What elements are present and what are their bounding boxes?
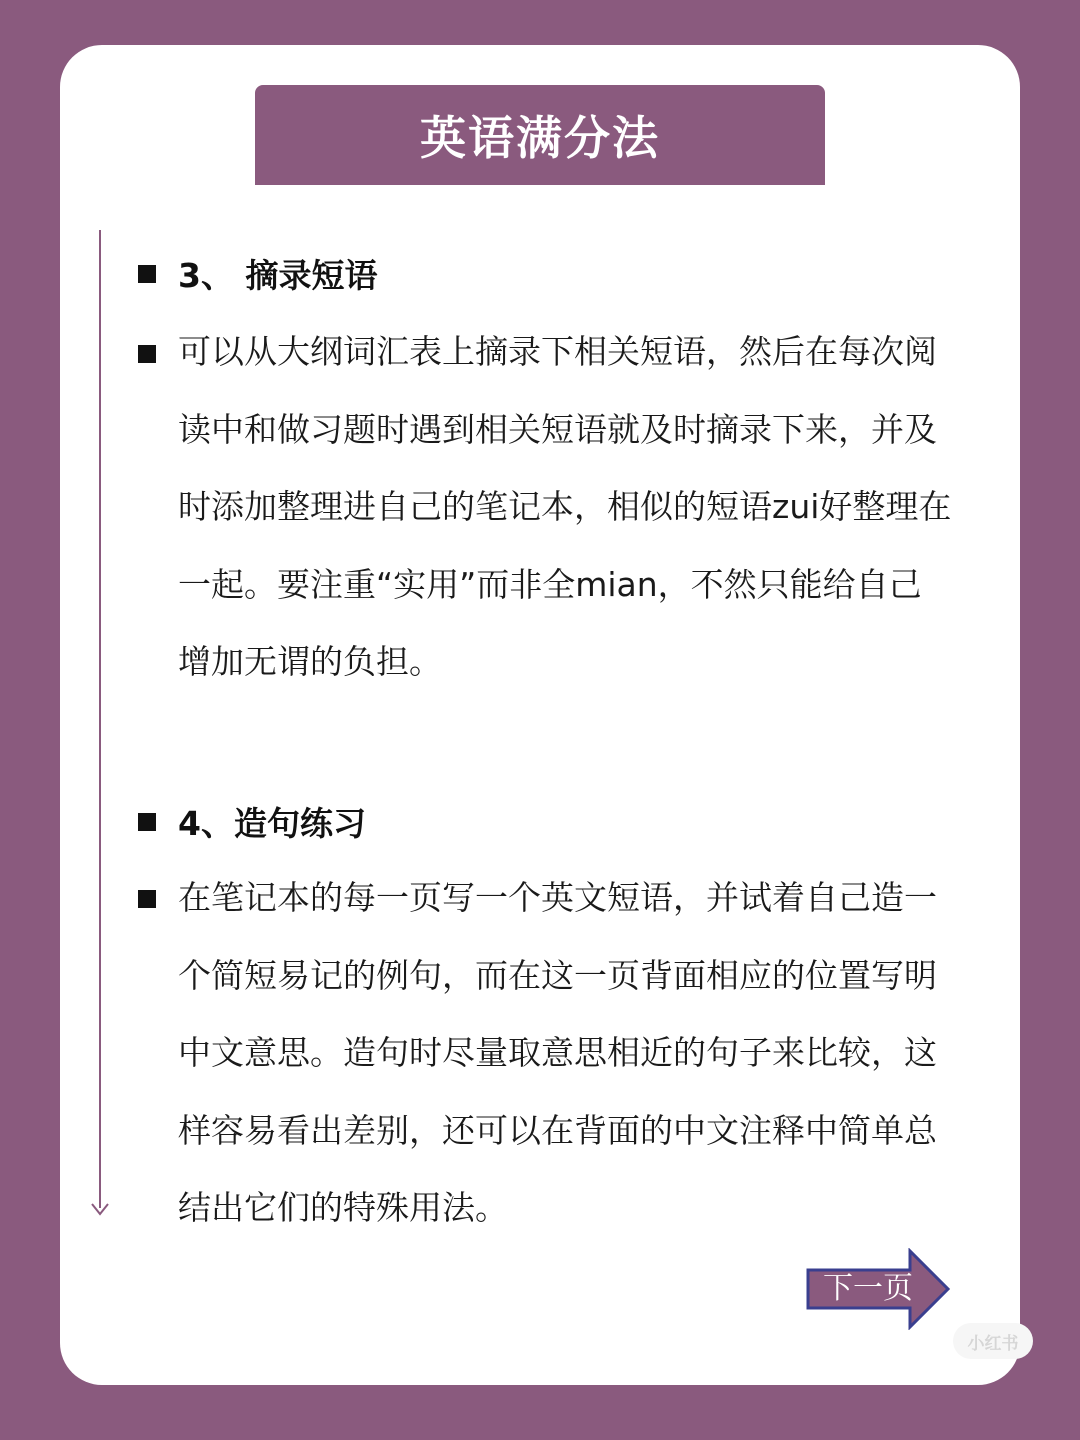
next-page-label: 下一页 xyxy=(823,1271,913,1306)
paragraph-line: 时添加整理进自己的笔记本，相似的短语zui好整理在 xyxy=(178,487,952,526)
arrow-down-icon xyxy=(89,1200,111,1220)
section-heading: 3、 摘录短语 xyxy=(178,256,378,295)
title-banner xyxy=(255,85,825,185)
paragraph-line: 样容易看出差别，还可以在背面的中文注释中简单总 xyxy=(178,1110,937,1150)
paragraph-line: 个简短易记的例句，而在这一页背面相应的位置写明 xyxy=(178,955,937,995)
bullet-square-icon xyxy=(138,265,156,283)
timeline-line xyxy=(99,230,101,1208)
paragraph-line: 增加无谓的负担。 xyxy=(178,642,442,681)
paragraph-line: 一起。要注重“实用”而非全mian，不然只能给自己 xyxy=(178,564,922,604)
paragraph-line: 结出它们的特殊用法。 xyxy=(178,1188,508,1227)
section-paragraph xyxy=(178,859,978,1247)
paragraph-line: 在笔记本的每一页写一个英文短语，并试着自己造一 xyxy=(178,878,937,917)
watermark-logo xyxy=(953,1323,1033,1359)
watermark-text: 小红书 xyxy=(967,1333,1019,1354)
paragraph-line: 中文意思。造句时尽量取意思相近的句子来比较，这 xyxy=(178,1033,937,1072)
paragraph-line: 读中和做习题时遇到相关短语就及时摘录下来，并及 xyxy=(178,409,937,449)
bullet-square-icon xyxy=(138,813,156,831)
next-page-button[interactable] xyxy=(806,1248,951,1330)
paragraph-line: 可以从大纲词汇表上摘录下相关短语，然后在每次阅 xyxy=(178,332,937,371)
content-card xyxy=(60,45,1020,1385)
bullet-square-icon xyxy=(138,890,156,908)
section-extract-phrases xyxy=(138,245,968,725)
page-title: 英语满分法 xyxy=(420,111,660,165)
bullet-square-icon xyxy=(138,345,156,363)
section-heading: 4、造句练习 xyxy=(178,804,366,843)
section-sentence-practice xyxy=(138,793,968,1273)
section-paragraph xyxy=(178,313,978,701)
